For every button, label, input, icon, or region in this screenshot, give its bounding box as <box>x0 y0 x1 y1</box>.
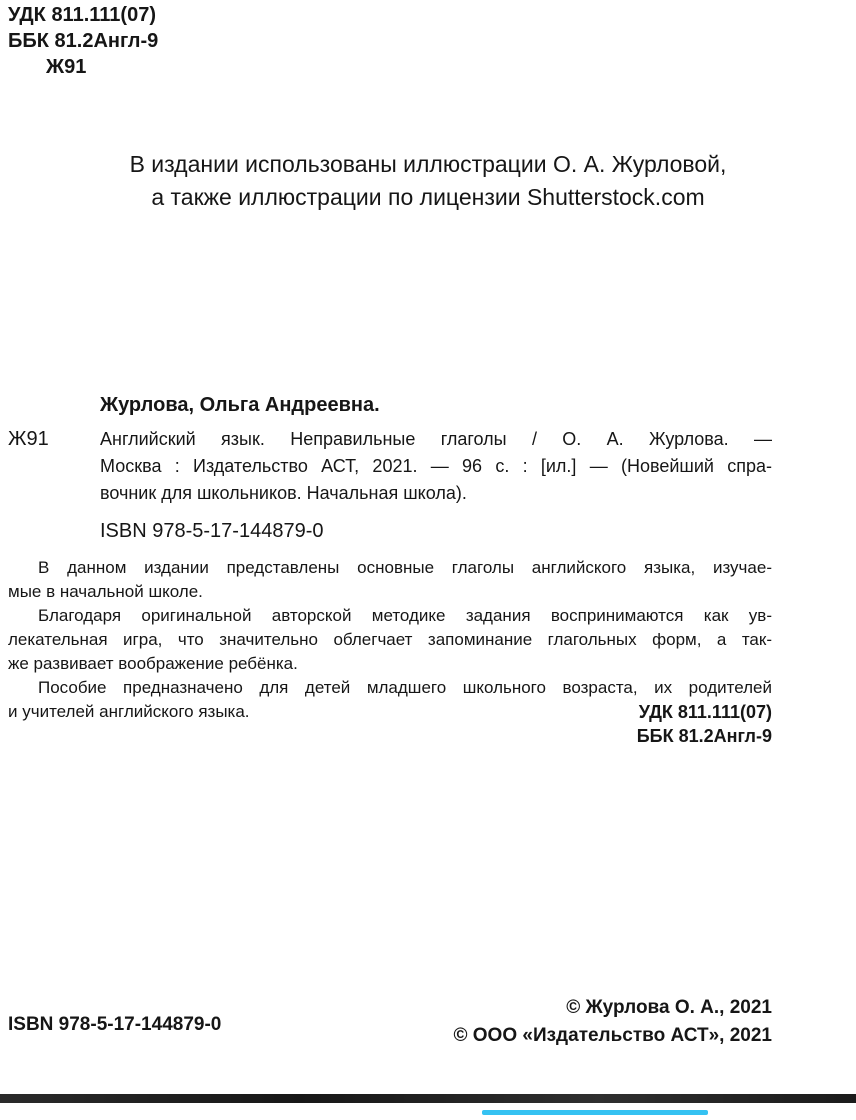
top-classification-block <box>8 2 158 80</box>
bib-author: Журлова, Ольга Андреевна. <box>100 394 380 416</box>
udk-code-bottom: УДК 811.111(07) <box>638 702 772 722</box>
bib-margin-code: Ж91 <box>8 428 49 450</box>
annotation-line: и учителей английского языка. <box>8 702 250 721</box>
illustration-credit-line: В издании использованы иллюстрации О. А. Журловой, <box>129 151 727 177</box>
bbk-code: ББК 81.2Англ-9 <box>8 30 159 52</box>
bibliographic-description <box>8 392 772 507</box>
bib-line: вочник для школьников. Начальная школа). <box>100 483 467 503</box>
bib-line: Москва : Издательство АСТ, 2021. — 96 с. : [ил.] — (Новейший спра- <box>100 456 772 476</box>
copyright-line: © ООО «Издательство АСТ», 2021 <box>453 1025 772 1046</box>
annotation-line: лекательная игра, что значительно облегчает запоминание глагольных форм, а так- <box>8 630 772 649</box>
book-author-code: Ж91 <box>46 56 87 78</box>
annotation-line: В данном издании представлены основные глаголы английского языка, изучае- <box>38 558 772 577</box>
annotation <box>8 556 772 724</box>
annotation-line: Благодаря оригинальной авторской методике задания воспринимаются как ув- <box>38 606 772 625</box>
bbk-code-bottom: ББК 81.2Англ-9 <box>636 726 772 746</box>
copyright-block <box>8 994 772 1050</box>
isbn-number: ISBN 978-5-17-144879-0 <box>100 520 324 542</box>
scan-artifact-blue-line <box>482 1110 708 1115</box>
annotation-line: же развивает воображение ребёнка. <box>8 654 298 673</box>
scan-artifact-band <box>0 1094 856 1103</box>
udk-code: УДК 811.111(07) <box>8 4 156 26</box>
bottom-classification-block <box>8 700 772 748</box>
illustration-credit-line: а также иллюстрации по лицензии Shutterstock.com <box>151 184 705 210</box>
bib-line: Английский язык. Неправильные глаголы / О. А. Журлова. — <box>100 429 772 449</box>
illustration-credit <box>0 148 856 214</box>
annotation-line: мые в начальной школе. <box>8 582 203 601</box>
footer-isbn: ISBN 978-5-17-144879-0 <box>8 1014 222 1035</box>
copyright-line: © Журлова О. А., 2021 <box>566 997 772 1018</box>
annotation-line: Пособие предназначено для детей младшего школьного возраста, их родителей <box>38 678 772 697</box>
